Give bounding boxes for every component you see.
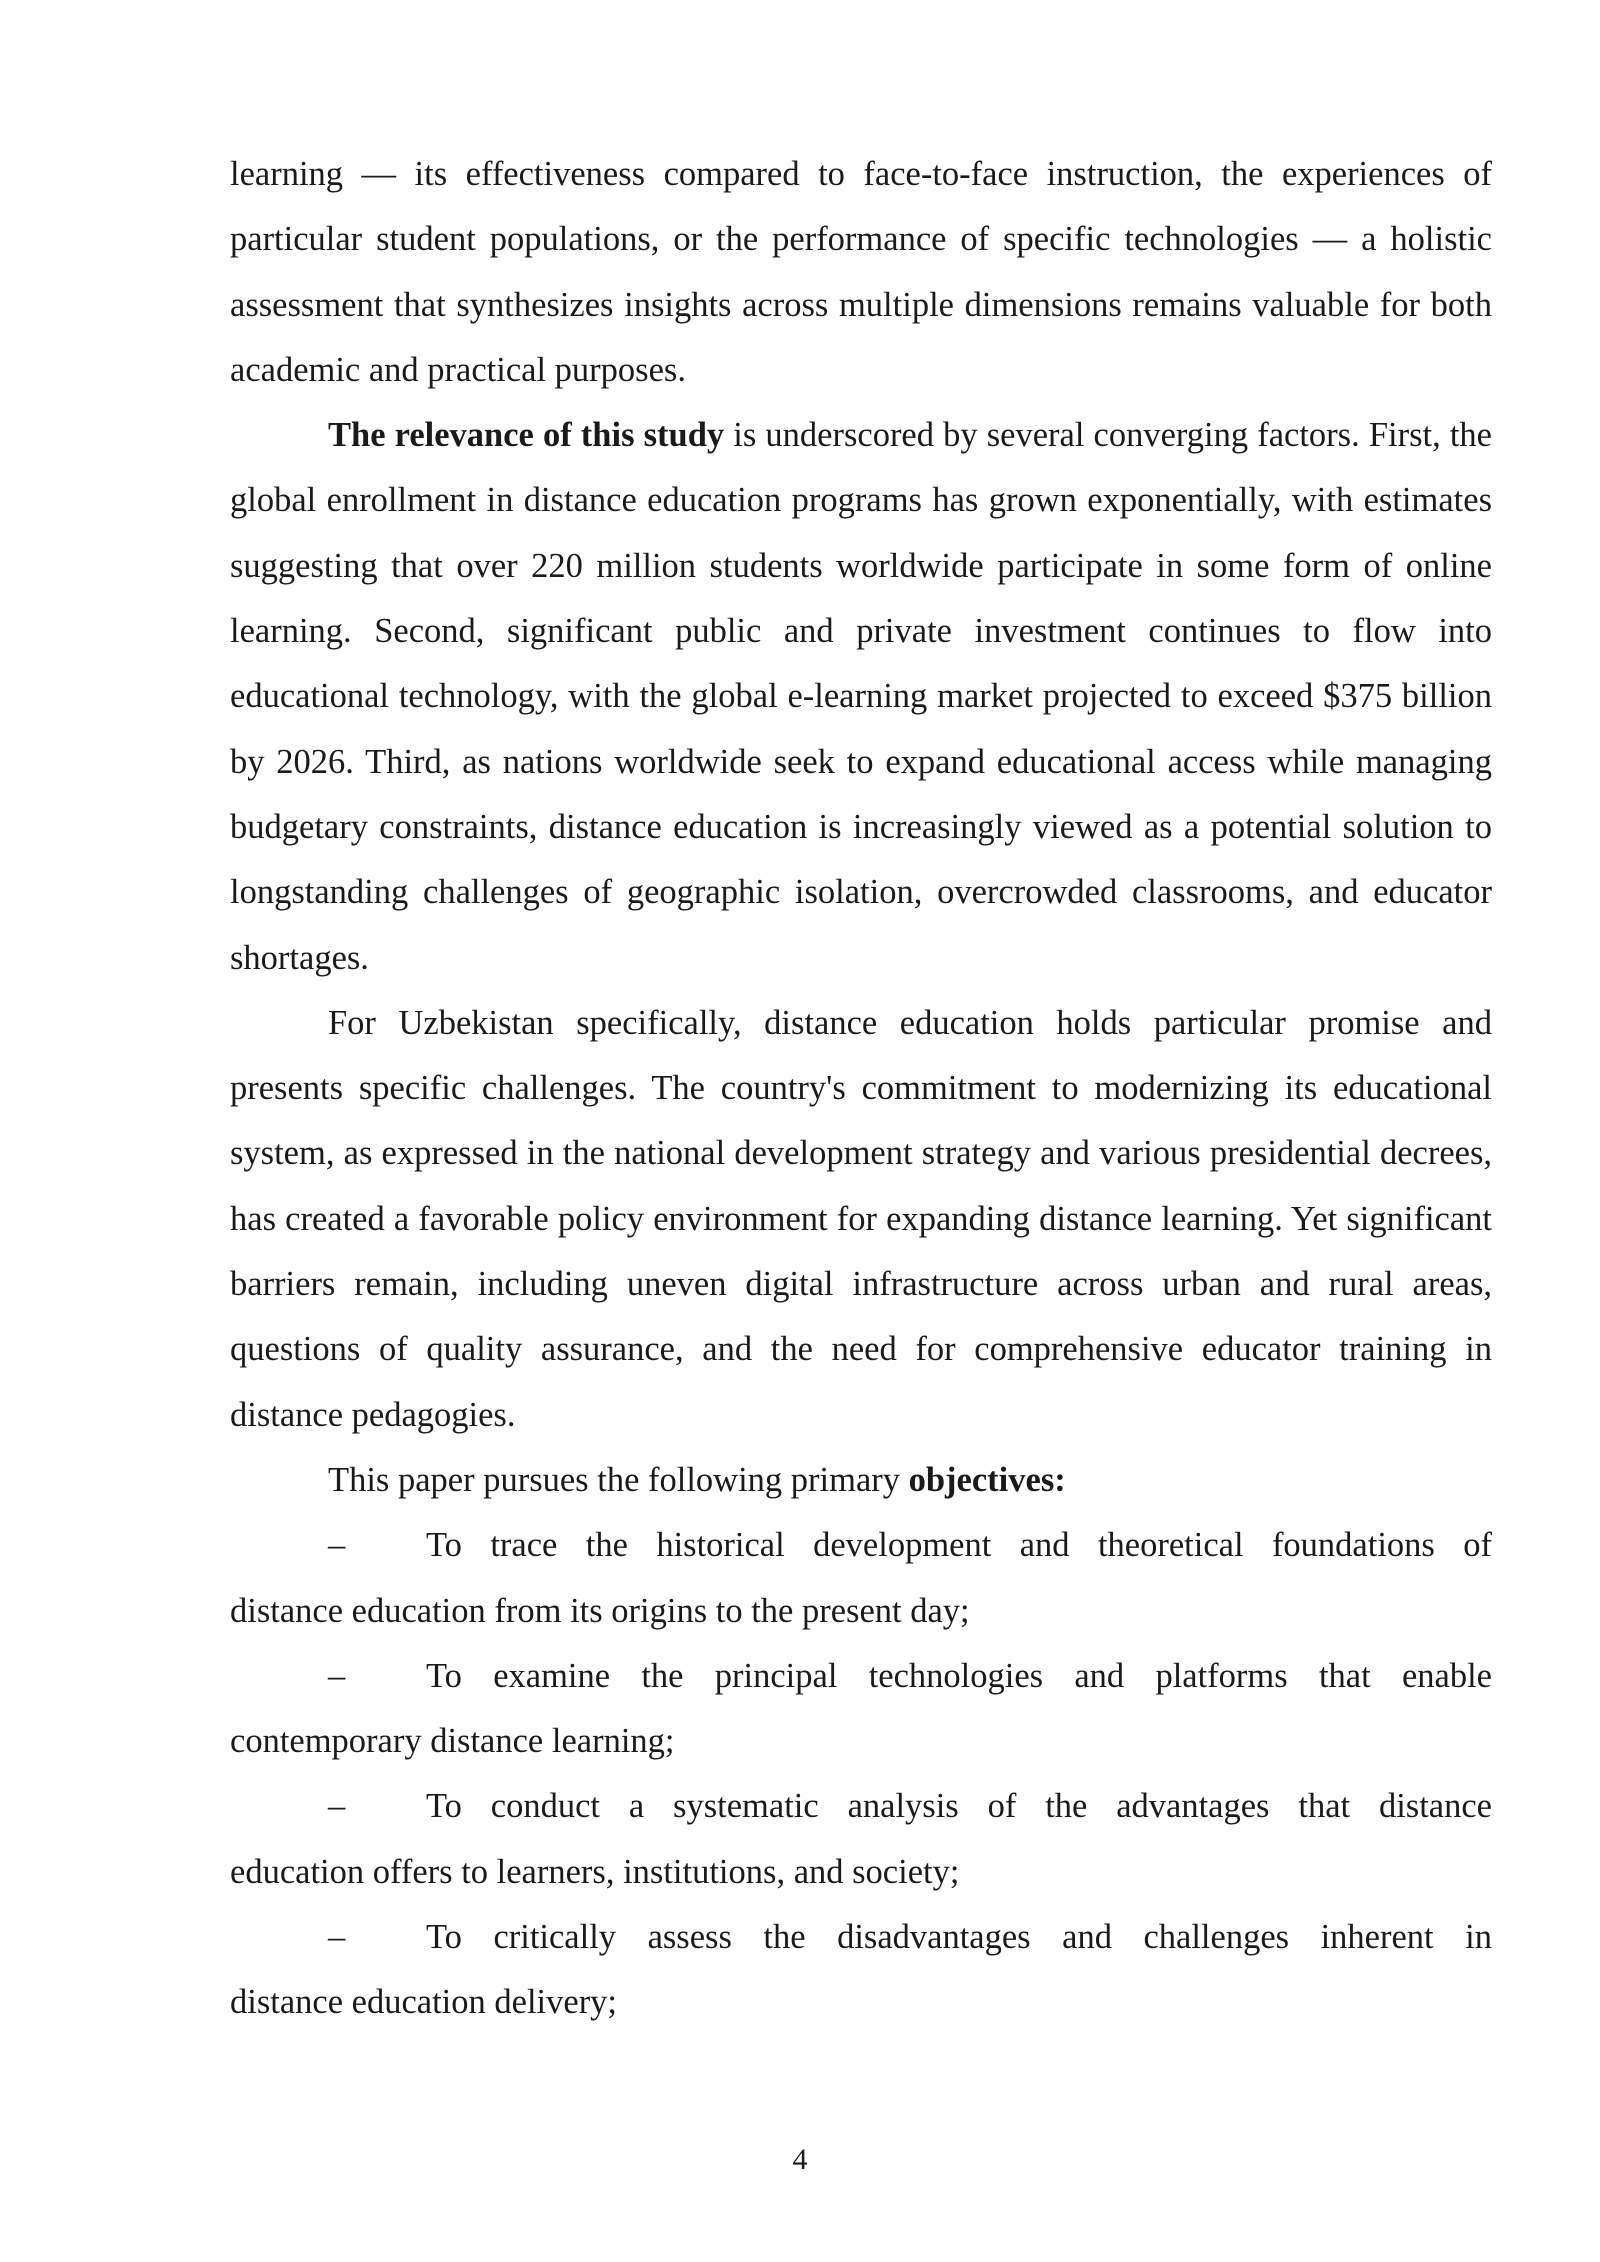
paragraph-relevance	[230, 403, 1492, 991]
objective-continuation: education offers to learners, institutions, and society;	[230, 1852, 960, 1891]
objective-first-line: To examine the principal technologies and platforms that enable	[426, 1656, 1492, 1695]
relevance-bold-lead: The relevance of this study	[328, 416, 725, 455]
objective-item	[230, 1513, 1492, 1644]
paragraph-uzbekistan: For Uzbekistan specifically, distance education holds particular promise and presents specific challenges. The country's commitment to modernizing its educational system, as expressed in the national development strategy and various presidential decrees, has created a favorable policy environment for expanding distance learning. Yet significant barriers remain, including uneven digital infrastructure across urban and rural areas, questions of quality assurance, and the need for comprehensive educator training in distance pedagogies.	[230, 1003, 1492, 1434]
objectives-list	[230, 1513, 1492, 2035]
objectives-intro-text: This paper pursues the following primary	[328, 1460, 909, 1499]
objective-continuation: distance education delivery;	[230, 1983, 618, 2022]
objective-first-line: To conduct a systematic analysis of the advantages that distance	[426, 1787, 1492, 1826]
dash-marker: –	[328, 1526, 346, 1565]
relevance-text: is underscored by several converging factors. First, the global enrollment in distance education programs has grown exponentially, with estimates suggesting that over 220 million students worldwide participate in some form of online learning. Second, significant public and private investment continues to flow into educational technology, with the global e-learning market projected to exceed $375 billion by 2026. Third, as nations worldwide seek to expand educational access while managing budgetary constraints, distance education is increasingly viewed as a potential solution to longstanding challenges of geographic isolation, overcrowded classrooms, and educator shortages.	[230, 416, 1492, 977]
dash-marker: –	[328, 1787, 346, 1826]
page-number: 4	[792, 2143, 808, 2176]
objective-item	[230, 1774, 1492, 1905]
objectives-bold: objectives:	[908, 1460, 1066, 1499]
paragraph-continuation: learning — its effectiveness compared to face-to-face instruction, the experiences of particular student populations, or the performance of specific technologies — a holistic assessment that synthesizes insights across multiple dimensions remains valuable for both academic and practical purposes.	[230, 155, 1492, 389]
dash-marker: –	[328, 1656, 346, 1695]
objective-item	[230, 1905, 1492, 2036]
objective-continuation: contemporary distance learning;	[230, 1722, 675, 1761]
objective-continuation: distance education from its origins to the present day;	[230, 1591, 970, 1630]
dash-marker: –	[328, 1918, 346, 1957]
page-body	[230, 142, 1492, 2036]
objectives-intro	[230, 1448, 1492, 1513]
objective-first-line: To critically assess the disadvantages and challenges inherent in	[426, 1918, 1492, 1957]
objective-first-line: To trace the historical development and theoretical foundations of	[426, 1526, 1492, 1565]
objective-item	[230, 1644, 1492, 1775]
